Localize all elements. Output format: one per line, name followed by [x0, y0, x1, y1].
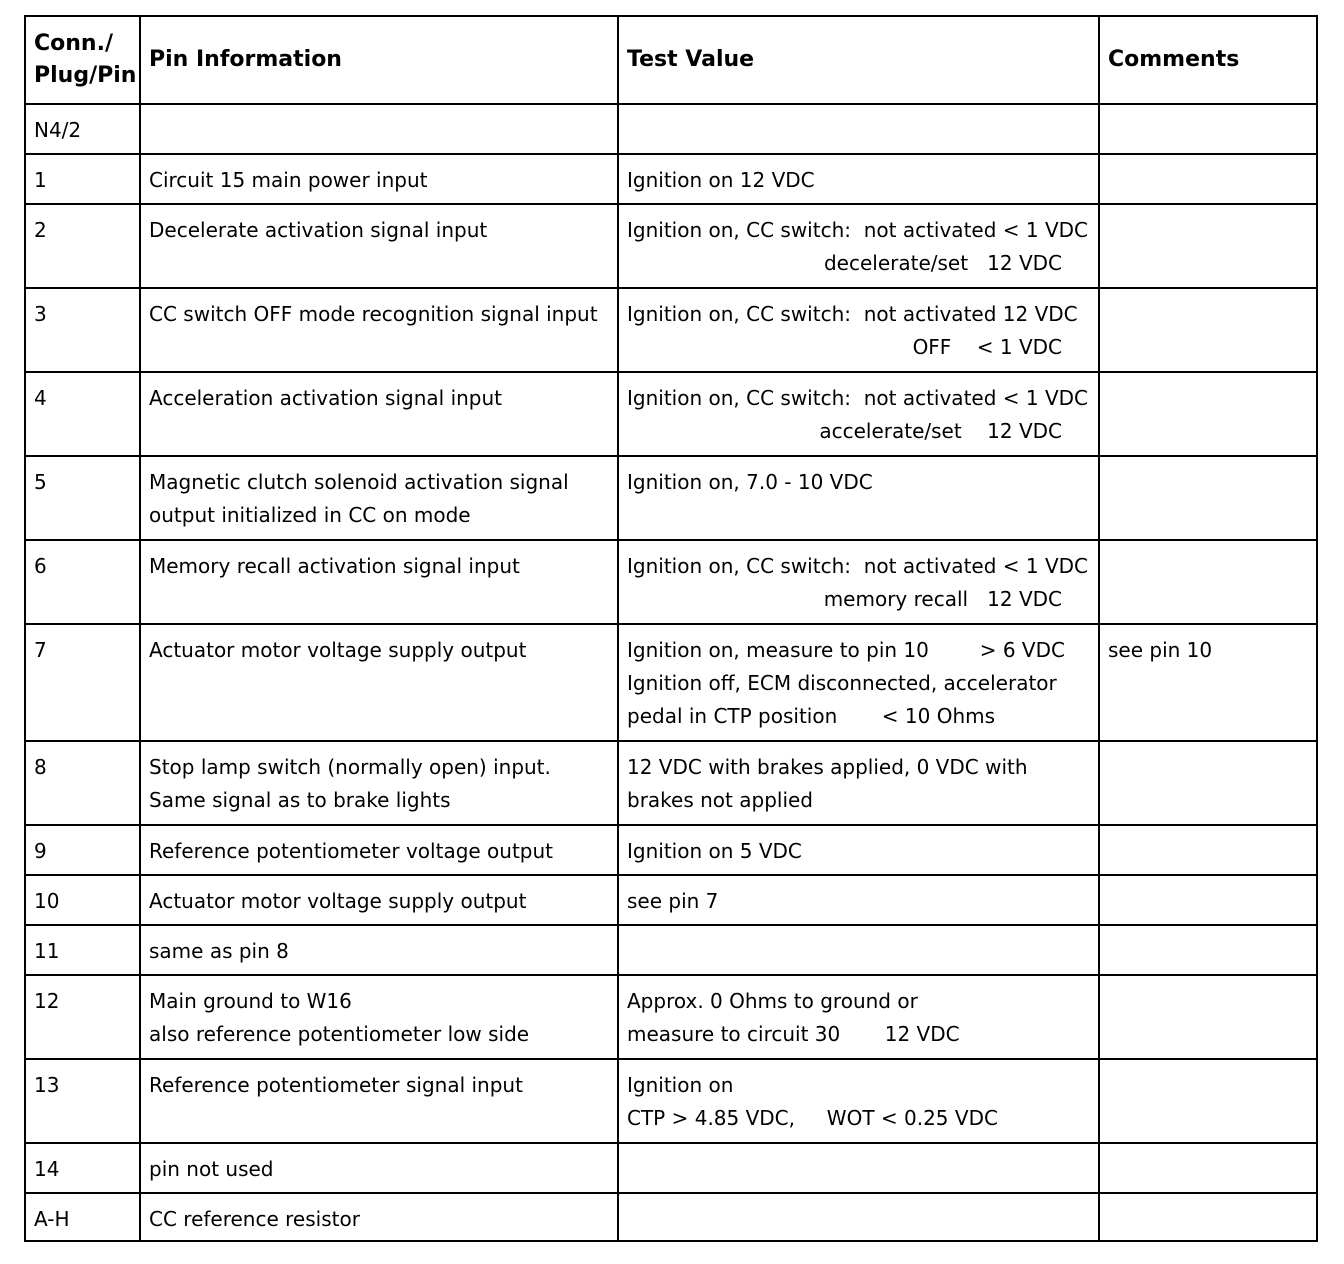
pin-cell: 13: [25, 1059, 140, 1143]
info-cell: Memory recall activation signal input: [140, 540, 618, 624]
info-line: Stop lamp switch (normally open) input.: [149, 755, 551, 779]
info-cell: Reference potentiometer signal input: [140, 1059, 618, 1143]
table-header-row: [25, 16, 1317, 104]
test-line: CTP > 4.85 VDC, WOT < 0.25 VDC: [627, 1106, 998, 1130]
test-cell: [618, 1059, 1099, 1143]
test-line: measure to circuit 30 12 VDC: [627, 1022, 960, 1046]
pin-cell: 11: [25, 925, 140, 975]
test-line: Ignition off, ECM disconnected, accelerator: [627, 671, 1057, 695]
test-line: accelerate/set 12 VDC: [819, 419, 1062, 443]
header-test-value: Test Value: [618, 16, 1099, 104]
info-line: Main ground to W16: [149, 989, 352, 1013]
pin-cell: 8: [25, 741, 140, 825]
table-row: [25, 925, 1317, 975]
info-cell: CC switch OFF mode recognition signal input: [140, 288, 618, 372]
table-row: [25, 540, 1317, 624]
pin-cell: 12: [25, 975, 140, 1059]
info-cell: [140, 456, 618, 540]
comments-cell: [1099, 372, 1317, 456]
table-row: [25, 1193, 1317, 1241]
test-cell: [618, 372, 1099, 456]
test-line: memory recall 12 VDC: [823, 587, 1062, 611]
table-row: [25, 1143, 1317, 1193]
info-line: Same signal as to brake lights: [149, 788, 451, 812]
test-line: Ignition on, measure to pin 10 > 6 VDC: [627, 638, 1065, 662]
test-line: brakes not applied: [627, 788, 813, 812]
test-line: Ignition on: [627, 1073, 734, 1097]
test-line: Ignition on, CC switch: not activated 12 VDC: [627, 302, 1078, 326]
comments-cell: [1099, 540, 1317, 624]
pin-cell: 3: [25, 288, 140, 372]
table-row: [25, 624, 1317, 741]
table-row: [25, 104, 1317, 154]
comments-cell: [1099, 875, 1317, 925]
table-row: [25, 204, 1317, 288]
info-cell: [140, 975, 618, 1059]
test-line: 12 VDC with brakes applied, 0 VDC with: [627, 755, 1028, 779]
comments-cell: [1099, 1193, 1317, 1241]
table-row: [25, 372, 1317, 456]
comments-cell: [1099, 154, 1317, 204]
info-cell: pin not used: [140, 1143, 618, 1193]
header-conn-line1: Conn./: [34, 31, 113, 56]
test-cell: Ignition on, 7.0 - 10 VDC: [618, 456, 1099, 540]
pin-cell: 7: [25, 624, 140, 741]
table-row: [25, 456, 1317, 540]
test-cell: see pin 7: [618, 875, 1099, 925]
test-cell: [618, 925, 1099, 975]
test-cell: [618, 204, 1099, 288]
test-cell: [618, 540, 1099, 624]
test-cell: Ignition on 5 VDC: [618, 825, 1099, 875]
pin-cell: N4/2: [25, 104, 140, 154]
table-row: [25, 875, 1317, 925]
comments-cell: [1099, 1143, 1317, 1193]
info-cell: [140, 741, 618, 825]
test-cell: [618, 741, 1099, 825]
pin-cell: 6: [25, 540, 140, 624]
comments-cell: see pin 10: [1099, 624, 1317, 741]
pin-cell: 5: [25, 456, 140, 540]
test-line: Ignition on, CC switch: not activated < 1 VDC: [627, 218, 1089, 242]
info-cell: Decelerate activation signal input: [140, 204, 618, 288]
pin-cell: 1: [25, 154, 140, 204]
test-cell: [618, 624, 1099, 741]
test-line: Ignition on, CC switch: not activated < 1 VDC: [627, 554, 1089, 578]
info-cell: Actuator motor voltage supply output: [140, 624, 618, 741]
comments-cell: [1099, 456, 1317, 540]
info-cell: Acceleration activation signal input: [140, 372, 618, 456]
pin-information-table: [24, 15, 1318, 1242]
table-row: [25, 1059, 1317, 1143]
comments-cell: [1099, 975, 1317, 1059]
header-conn-line2: Plug/Pin: [34, 63, 137, 88]
comments-cell: [1099, 288, 1317, 372]
comments-cell: [1099, 741, 1317, 825]
pin-cell: 2: [25, 204, 140, 288]
test-cell: [618, 288, 1099, 372]
info-cell: Reference potentiometer voltage output: [140, 825, 618, 875]
test-cell: [618, 104, 1099, 154]
header-pin-information: Pin Information: [140, 16, 618, 104]
info-cell: [140, 104, 618, 154]
comments-cell: [1099, 1059, 1317, 1143]
test-cell: Ignition on 12 VDC: [618, 154, 1099, 204]
test-cell: [618, 1143, 1099, 1193]
header-conn-plug-pin: [25, 16, 140, 104]
info-cell: CC reference resistor: [140, 1193, 618, 1241]
pin-cell: 4: [25, 372, 140, 456]
pin-cell: A-H: [25, 1193, 140, 1241]
header-comments: Comments: [1099, 16, 1317, 104]
comments-cell: [1099, 104, 1317, 154]
test-line: Ignition on, CC switch: not activated < 1 VDC: [627, 386, 1089, 410]
comments-cell: [1099, 825, 1317, 875]
test-line: OFF < 1 VDC: [912, 335, 1062, 359]
table-row: [25, 154, 1317, 204]
table-row: [25, 288, 1317, 372]
pin-cell: 10: [25, 875, 140, 925]
comments-cell: [1099, 925, 1317, 975]
info-cell: Actuator motor voltage supply output: [140, 875, 618, 925]
info-line: Magnetic clutch solenoid activation signal: [149, 470, 569, 494]
test-line: Approx. 0 Ohms to ground or: [627, 989, 918, 1013]
test-cell: [618, 1193, 1099, 1241]
table-row: [25, 741, 1317, 825]
test-line: decelerate/set 12 VDC: [823, 251, 1062, 275]
info-line: output initialized in CC on mode: [149, 503, 471, 527]
info-cell: same as pin 8: [140, 925, 618, 975]
table-row: [25, 975, 1317, 1059]
info-cell: Circuit 15 main power input: [140, 154, 618, 204]
table-row: [25, 825, 1317, 875]
pin-cell: 14: [25, 1143, 140, 1193]
test-line: pedal in CTP position < 10 Ohms: [627, 704, 996, 728]
comments-cell: [1099, 204, 1317, 288]
pin-cell: 9: [25, 825, 140, 875]
test-cell: [618, 975, 1099, 1059]
info-line: also reference potentiometer low side: [149, 1022, 530, 1046]
